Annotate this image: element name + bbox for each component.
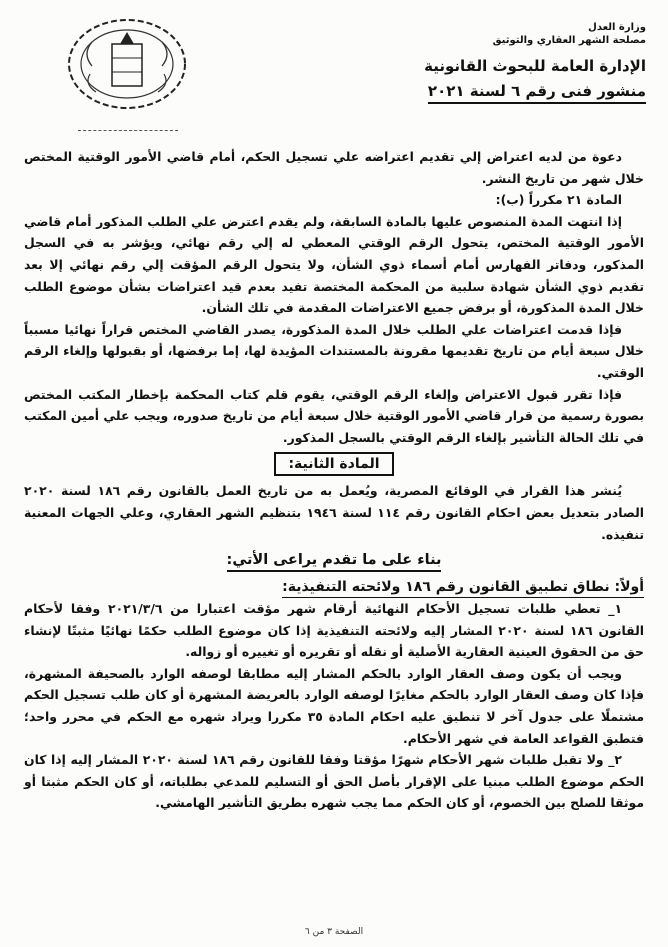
department-name: مصلحة الشهر العقاري والتوثيق bbox=[492, 34, 646, 46]
article-two-heading: المادة الثانية: bbox=[274, 452, 393, 476]
list-item-2: ٢_ ولا تقبل طلبات شهر الأحكام شهرًا مؤقتا وفقا للقانون رقم ١٨٦ لسنة ٢٠٢٠ المشار إليه إذا كان الحكم موضوع الطلب مبنيا على الإقرار بأصل الحق أو التسليم للمدعي بطلباته، أو كان الحكم مثبتا أو موثقا للصلح بين الخصوم، أو كان الحكم مما يجب شهره بطريق التأشير الهامشي. bbox=[24, 752, 644, 811]
letterhead bbox=[406, 22, 646, 104]
seal-underline bbox=[78, 116, 178, 131]
document-body bbox=[24, 146, 644, 814]
article-21-heading: المادة ٢١ مكرراً (ب): bbox=[495, 192, 622, 208]
section-one-heading: أولاً: نطاق تطبيق القانون رقم ١٨٦ ولائحته التنفيذية: bbox=[282, 577, 644, 598]
page-number: الصفحة ٣ من ٦ bbox=[304, 927, 364, 937]
administration-name: الإدارة العامة للبحوث القانونية bbox=[424, 57, 646, 75]
paragraph-objection-call: دعوة من لديه اعتراض إلي تقديم اعتراضه علي تسجيل الحكم، أمام قاضي الأمور الوقتية المختص خلال شهر من تاريخ النشر. bbox=[24, 149, 644, 186]
based-on-heading: بناء على ما تقدم يراعى الأتي: bbox=[227, 550, 442, 572]
paragraph-article-21-body: إذا انتهت المدة المنصوص عليها بالمادة السابقة، ولم يقدم اعترض علي الطلب المذكور أمام قاضي الأمور الوقتية المختص، يتحول الرقم الوقتي المعطي له إلي رقم نهائي، ويؤشر به في السجل المذكور، ودفاتر الفهارس أمام أسماء ذوي الشأن، ولا يتحول الرقم المؤقت إلي رقم نهائي إلا بعد تقديم ذوي الشأن شهادة سلبية من المحكمة المختصة تفيد بعدم قيد اعتراضات بشأن موضوع الطلب خلال المدة المذكورة، أو برفض جميع الاعتراضات المقدمة في تلك الشأن. bbox=[24, 213, 644, 316]
emblem-seal-icon bbox=[62, 14, 192, 114]
ministry-name: وزارة العدل bbox=[588, 22, 646, 33]
paragraph-cancel-temporary-number: فإذا تقرر قبول الاعتراض وإلغاء الرقم الوقتي، يقوم قلم كتاب المحكمة بإخطار المكتب المختص بصورة رسمية من قرار قاضي الأمور الوقتية خلال سبعة أيام من تاريخ صدوره، ويجب علي أمين المكتب في تلك الحالة التأشير بإلغاء الرقم الوقتي بالسجل المذكور. bbox=[24, 386, 644, 445]
list-item-1: ١_ تعطي طلبات تسجيل الأحكام النهائية أرقام شهر مؤقت اعتبارا من ٢٠٢١/٣/٦ وفقا لأحكام القانون ١٨٦ لسنة ٢٠٢٠ المشار إليه ولائحته التنفيذية إذا كان موضوع الطلب حكمًا نهائيًا مثبتًا لإنشاء حق من الحقوق العينية العقارية الأصلية أو نقله أو تقريره أو تغييره أو زواله. bbox=[24, 601, 644, 660]
bulletin-number: منشور فنى رقم ٦ لسنة ٢٠٢١ bbox=[428, 82, 646, 104]
paragraph-property-description: ويجب أن يكون وصف العقار الوارد بالحكم المشار إليه مطابقا لوصفه الوارد بالصحيفة المشهرة، فإذا كان وصف العقار الوارد بالحكم مغايرًا لوصفه الوارد بالعريضة المشهرة أو كان طلب تسجيل الحكم مشتملًا على جدول آخر لا تنطبق عليه احكام المادة ٣٥ مكررا ويراد شهره مع الحكم في محرر واحد؛ فتطبق القواعد العامة في شهر الأحكام. bbox=[24, 665, 644, 746]
paragraph-publication: يُنشر هذا القرار في الوقائع المصرية، ويُعمل به من تاريخ العمل بالقانون رقم ١٨٦ لسنة ٢٠٢٠ الصادر بتعديل بعض احكام القانون رقم ١١٤ لسنة ١٩٤٦ بتنظيم الشهر العقاري، وعلي الجهات المعنية تنفيذه. bbox=[24, 483, 644, 542]
paragraph-objections-decision: فإذا قدمت اعتراضات علي الطلب خلال المدة المذكورة، يصدر القاضي المختص قراراً نهائيا مسبباً خلال سبعة أيام من تاريخ تقديمها مقرونة بالمستندات المؤيدة لها، إما برفضها، أو بقبولها وإلغاء الرقم الوقتي. bbox=[24, 321, 644, 380]
